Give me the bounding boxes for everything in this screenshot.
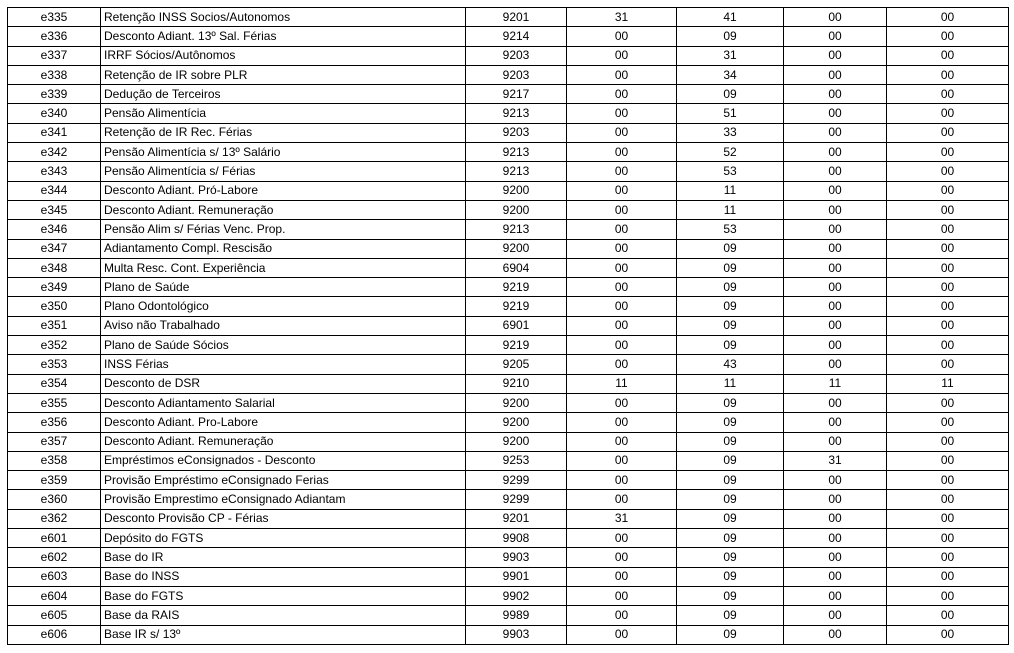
table-row bbox=[8, 316, 1009, 335]
account-cell: 9299 bbox=[466, 471, 567, 490]
table-row bbox=[8, 143, 1009, 162]
col-b-cell: 09 bbox=[677, 239, 784, 258]
col-c-cell: 00 bbox=[784, 143, 887, 162]
description-cell: Pensão Alim s/ Férias Venc. Prop. bbox=[101, 220, 466, 239]
rubric-table bbox=[7, 7, 1009, 645]
col-c-cell: 00 bbox=[784, 297, 887, 316]
col-a-cell: 00 bbox=[567, 586, 677, 605]
col-c-cell: 00 bbox=[784, 606, 887, 625]
code-cell: e362 bbox=[8, 509, 101, 528]
table-row bbox=[8, 413, 1009, 432]
col-d-cell: 00 bbox=[887, 104, 1009, 123]
col-c-cell: 00 bbox=[784, 200, 887, 219]
col-a-cell: 00 bbox=[567, 65, 677, 84]
col-a-cell: 00 bbox=[567, 548, 677, 567]
col-d-cell: 00 bbox=[887, 490, 1009, 509]
code-cell: e353 bbox=[8, 355, 101, 374]
col-d-cell: 00 bbox=[887, 65, 1009, 84]
table-row bbox=[8, 46, 1009, 65]
col-c-cell: 00 bbox=[784, 548, 887, 567]
code-cell: e345 bbox=[8, 200, 101, 219]
description-cell: Retenção de IR sobre PLR bbox=[101, 65, 466, 84]
col-d-cell: 00 bbox=[887, 529, 1009, 548]
col-c-cell: 00 bbox=[784, 104, 887, 123]
code-cell: e348 bbox=[8, 258, 101, 277]
table-row bbox=[8, 181, 1009, 200]
code-cell: e339 bbox=[8, 85, 101, 104]
col-b-cell: 09 bbox=[677, 451, 784, 470]
account-cell: 9200 bbox=[466, 393, 567, 412]
code-cell: e335 bbox=[8, 8, 101, 27]
account-cell: 6904 bbox=[466, 258, 567, 277]
col-d-cell: 00 bbox=[887, 625, 1009, 644]
table-row bbox=[8, 162, 1009, 181]
col-c-cell: 00 bbox=[784, 490, 887, 509]
col-c-cell: 00 bbox=[784, 567, 887, 586]
account-cell: 9201 bbox=[466, 509, 567, 528]
col-b-cell: 09 bbox=[677, 316, 784, 335]
col-a-cell: 00 bbox=[567, 162, 677, 181]
table-row bbox=[8, 336, 1009, 355]
description-cell: Dedução de Terceiros bbox=[101, 85, 466, 104]
account-cell: 6901 bbox=[466, 316, 567, 335]
table-row bbox=[8, 355, 1009, 374]
col-b-cell: 34 bbox=[677, 65, 784, 84]
account-cell: 9210 bbox=[466, 374, 567, 393]
description-cell: Pensão Alimentícia s/ Férias bbox=[101, 162, 466, 181]
col-c-cell: 00 bbox=[784, 220, 887, 239]
account-cell: 9903 bbox=[466, 625, 567, 644]
col-a-cell: 00 bbox=[567, 471, 677, 490]
table-row bbox=[8, 471, 1009, 490]
description-cell: Provisão Emprestimo eConsignado Adiantam bbox=[101, 490, 466, 509]
code-cell: e355 bbox=[8, 393, 101, 412]
code-cell: e604 bbox=[8, 586, 101, 605]
table-body bbox=[8, 8, 1009, 645]
code-cell: e344 bbox=[8, 181, 101, 200]
account-cell: 9200 bbox=[466, 200, 567, 219]
col-b-cell: 09 bbox=[677, 529, 784, 548]
col-d-cell: 00 bbox=[887, 413, 1009, 432]
description-cell: Pensão Alimentícia bbox=[101, 104, 466, 123]
col-b-cell: 09 bbox=[677, 509, 784, 528]
code-cell: e336 bbox=[8, 27, 101, 46]
col-c-cell: 00 bbox=[784, 46, 887, 65]
description-cell: Desconto Adiant. Remuneração bbox=[101, 432, 466, 451]
col-d-cell: 00 bbox=[887, 162, 1009, 181]
col-d-cell: 00 bbox=[887, 548, 1009, 567]
code-cell: e342 bbox=[8, 143, 101, 162]
account-cell: 9901 bbox=[466, 567, 567, 586]
description-cell: Desconto Provisão CP - Férias bbox=[101, 509, 466, 528]
col-b-cell: 09 bbox=[677, 432, 784, 451]
col-c-cell: 00 bbox=[784, 123, 887, 142]
account-cell: 9200 bbox=[466, 239, 567, 258]
col-d-cell: 00 bbox=[887, 586, 1009, 605]
description-cell: Empréstimos eConsignados - Desconto bbox=[101, 451, 466, 470]
col-a-cell: 00 bbox=[567, 85, 677, 104]
account-cell: 9214 bbox=[466, 27, 567, 46]
description-cell: Adiantamento Compl. Rescisão bbox=[101, 239, 466, 258]
code-cell: e356 bbox=[8, 413, 101, 432]
col-b-cell: 09 bbox=[677, 393, 784, 412]
account-cell: 9200 bbox=[466, 181, 567, 200]
table-row bbox=[8, 509, 1009, 528]
code-cell: e347 bbox=[8, 239, 101, 258]
col-a-cell: 00 bbox=[567, 625, 677, 644]
col-a-cell: 00 bbox=[567, 297, 677, 316]
col-a-cell: 00 bbox=[567, 316, 677, 335]
col-b-cell: 31 bbox=[677, 46, 784, 65]
col-a-cell: 00 bbox=[567, 413, 677, 432]
description-cell: Base do IR bbox=[101, 548, 466, 567]
col-c-cell: 00 bbox=[784, 181, 887, 200]
code-cell: e357 bbox=[8, 432, 101, 451]
col-d-cell: 00 bbox=[887, 181, 1009, 200]
account-cell: 9903 bbox=[466, 548, 567, 567]
code-cell: e338 bbox=[8, 65, 101, 84]
description-cell: Desconto Adiantamento Salarial bbox=[101, 393, 466, 412]
col-b-cell: 09 bbox=[677, 625, 784, 644]
col-a-cell: 00 bbox=[567, 181, 677, 200]
col-c-cell: 00 bbox=[784, 471, 887, 490]
table-row bbox=[8, 567, 1009, 586]
col-a-cell: 00 bbox=[567, 393, 677, 412]
code-cell: e341 bbox=[8, 123, 101, 142]
col-a-cell: 00 bbox=[567, 278, 677, 297]
col-c-cell: 00 bbox=[784, 8, 887, 27]
description-cell: Plano de Saúde bbox=[101, 278, 466, 297]
col-d-cell: 00 bbox=[887, 239, 1009, 258]
col-b-cell: 53 bbox=[677, 220, 784, 239]
col-b-cell: 43 bbox=[677, 355, 784, 374]
table-row bbox=[8, 490, 1009, 509]
code-cell: e601 bbox=[8, 529, 101, 548]
code-cell: e606 bbox=[8, 625, 101, 644]
col-a-cell: 00 bbox=[567, 529, 677, 548]
description-cell: Depósito do FGTS bbox=[101, 529, 466, 548]
account-cell: 9219 bbox=[466, 297, 567, 316]
code-cell: e337 bbox=[8, 46, 101, 65]
col-d-cell: 00 bbox=[887, 46, 1009, 65]
description-cell: IRRF Sócios/Autônomos bbox=[101, 46, 466, 65]
account-cell: 9219 bbox=[466, 278, 567, 297]
code-cell: e350 bbox=[8, 297, 101, 316]
description-cell: Base IR s/ 13º bbox=[101, 625, 466, 644]
account-cell: 9201 bbox=[466, 8, 567, 27]
col-a-cell: 00 bbox=[567, 490, 677, 509]
col-d-cell: 00 bbox=[887, 336, 1009, 355]
col-b-cell: 11 bbox=[677, 200, 784, 219]
table-row bbox=[8, 278, 1009, 297]
table-row bbox=[8, 393, 1009, 412]
table-row bbox=[8, 27, 1009, 46]
col-d-cell: 00 bbox=[887, 393, 1009, 412]
col-b-cell: 09 bbox=[677, 413, 784, 432]
description-cell: Base do INSS bbox=[101, 567, 466, 586]
code-cell: e360 bbox=[8, 490, 101, 509]
table-row bbox=[8, 239, 1009, 258]
col-c-cell: 00 bbox=[784, 239, 887, 258]
col-c-cell: 00 bbox=[784, 85, 887, 104]
code-cell: e605 bbox=[8, 606, 101, 625]
account-cell: 9253 bbox=[466, 451, 567, 470]
col-b-cell: 09 bbox=[677, 297, 784, 316]
col-b-cell: 41 bbox=[677, 8, 784, 27]
account-cell: 9299 bbox=[466, 490, 567, 509]
col-c-cell: 00 bbox=[784, 336, 887, 355]
table-row bbox=[8, 374, 1009, 393]
col-b-cell: 33 bbox=[677, 123, 784, 142]
col-a-cell: 00 bbox=[567, 46, 677, 65]
col-a-cell: 00 bbox=[567, 567, 677, 586]
col-c-cell: 00 bbox=[784, 258, 887, 277]
code-cell: e349 bbox=[8, 278, 101, 297]
col-c-cell: 00 bbox=[784, 355, 887, 374]
col-b-cell: 11 bbox=[677, 374, 784, 393]
col-a-cell: 00 bbox=[567, 355, 677, 374]
col-b-cell: 52 bbox=[677, 143, 784, 162]
col-c-cell: 00 bbox=[784, 413, 887, 432]
col-b-cell: 09 bbox=[677, 548, 784, 567]
description-cell: Desconto de DSR bbox=[101, 374, 466, 393]
col-d-cell: 00 bbox=[887, 85, 1009, 104]
code-cell: e602 bbox=[8, 548, 101, 567]
col-c-cell: 00 bbox=[784, 316, 887, 335]
account-cell: 9200 bbox=[466, 413, 567, 432]
col-d-cell: 00 bbox=[887, 606, 1009, 625]
col-c-cell: 00 bbox=[784, 278, 887, 297]
col-c-cell: 00 bbox=[784, 393, 887, 412]
col-c-cell: 31 bbox=[784, 451, 887, 470]
account-cell: 9213 bbox=[466, 143, 567, 162]
col-a-cell: 00 bbox=[567, 606, 677, 625]
col-c-cell: 11 bbox=[784, 374, 887, 393]
code-cell: e343 bbox=[8, 162, 101, 181]
account-cell: 9203 bbox=[466, 46, 567, 65]
col-b-cell: 09 bbox=[677, 336, 784, 355]
description-cell: Desconto Adiant. Pró-Labore bbox=[101, 181, 466, 200]
code-cell: e359 bbox=[8, 471, 101, 490]
account-cell: 9213 bbox=[466, 104, 567, 123]
col-b-cell: 09 bbox=[677, 85, 784, 104]
col-d-cell: 00 bbox=[887, 567, 1009, 586]
account-cell: 9203 bbox=[466, 123, 567, 142]
col-a-cell: 00 bbox=[567, 123, 677, 142]
col-d-cell: 00 bbox=[887, 123, 1009, 142]
account-cell: 9908 bbox=[466, 529, 567, 548]
table-row bbox=[8, 8, 1009, 27]
col-d-cell: 00 bbox=[887, 200, 1009, 219]
col-c-cell: 00 bbox=[784, 432, 887, 451]
code-cell: e340 bbox=[8, 104, 101, 123]
col-d-cell: 00 bbox=[887, 471, 1009, 490]
code-cell: e354 bbox=[8, 374, 101, 393]
description-cell: Multa Resc. Cont. Experiência bbox=[101, 258, 466, 277]
col-d-cell: 00 bbox=[887, 27, 1009, 46]
description-cell: Desconto Adiant. Remuneração bbox=[101, 200, 466, 219]
col-b-cell: 09 bbox=[677, 586, 784, 605]
col-d-cell: 11 bbox=[887, 374, 1009, 393]
table-row bbox=[8, 586, 1009, 605]
table-row bbox=[8, 85, 1009, 104]
rubric-table-container bbox=[7, 7, 1009, 645]
col-d-cell: 00 bbox=[887, 451, 1009, 470]
col-c-cell: 00 bbox=[784, 65, 887, 84]
description-cell: Provisão Empréstimo eConsignado Ferias bbox=[101, 471, 466, 490]
table-row bbox=[8, 200, 1009, 219]
col-a-cell: 31 bbox=[567, 8, 677, 27]
col-c-cell: 00 bbox=[784, 586, 887, 605]
col-d-cell: 00 bbox=[887, 432, 1009, 451]
col-b-cell: 09 bbox=[677, 258, 784, 277]
account-cell: 9203 bbox=[466, 65, 567, 84]
table-row bbox=[8, 529, 1009, 548]
col-b-cell: 09 bbox=[677, 27, 784, 46]
col-a-cell: 00 bbox=[567, 336, 677, 355]
col-a-cell: 31 bbox=[567, 509, 677, 528]
description-cell: INSS Férias bbox=[101, 355, 466, 374]
table-row bbox=[8, 65, 1009, 84]
col-d-cell: 00 bbox=[887, 8, 1009, 27]
description-cell: Pensão Alimentícia s/ 13º Salário bbox=[101, 143, 466, 162]
description-cell: Base da RAIS bbox=[101, 606, 466, 625]
col-c-cell: 00 bbox=[784, 162, 887, 181]
code-cell: e352 bbox=[8, 336, 101, 355]
col-a-cell: 00 bbox=[567, 104, 677, 123]
table-row bbox=[8, 548, 1009, 567]
description-cell: Desconto Adiant. Pro-Labore bbox=[101, 413, 466, 432]
col-a-cell: 00 bbox=[567, 432, 677, 451]
col-b-cell: 09 bbox=[677, 278, 784, 297]
code-cell: e351 bbox=[8, 316, 101, 335]
table-row bbox=[8, 432, 1009, 451]
col-a-cell: 00 bbox=[567, 143, 677, 162]
account-cell: 9219 bbox=[466, 336, 567, 355]
code-cell: e603 bbox=[8, 567, 101, 586]
col-d-cell: 00 bbox=[887, 220, 1009, 239]
table-row bbox=[8, 297, 1009, 316]
account-cell: 9213 bbox=[466, 220, 567, 239]
description-cell: Desconto Adiant. 13º Sal. Férias bbox=[101, 27, 466, 46]
col-d-cell: 00 bbox=[887, 297, 1009, 316]
col-c-cell: 00 bbox=[784, 509, 887, 528]
col-d-cell: 00 bbox=[887, 143, 1009, 162]
description-cell: Aviso não Trabalhado bbox=[101, 316, 466, 335]
description-cell: Plano de Saúde Sócios bbox=[101, 336, 466, 355]
col-a-cell: 00 bbox=[567, 258, 677, 277]
description-cell: Retenção de IR Rec. Férias bbox=[101, 123, 466, 142]
col-b-cell: 09 bbox=[677, 606, 784, 625]
col-d-cell: 00 bbox=[887, 355, 1009, 374]
table-row bbox=[8, 625, 1009, 644]
table-row bbox=[8, 123, 1009, 142]
col-b-cell: 09 bbox=[677, 567, 784, 586]
table-row bbox=[8, 104, 1009, 123]
col-a-cell: 00 bbox=[567, 200, 677, 219]
col-a-cell: 00 bbox=[567, 451, 677, 470]
col-d-cell: 00 bbox=[887, 509, 1009, 528]
col-a-cell: 11 bbox=[567, 374, 677, 393]
col-c-cell: 00 bbox=[784, 529, 887, 548]
description-cell: Plano Odontológico bbox=[101, 297, 466, 316]
code-cell: e346 bbox=[8, 220, 101, 239]
table-row bbox=[8, 451, 1009, 470]
col-a-cell: 00 bbox=[567, 220, 677, 239]
col-a-cell: 00 bbox=[567, 27, 677, 46]
description-cell: Base do FGTS bbox=[101, 586, 466, 605]
col-c-cell: 00 bbox=[784, 27, 887, 46]
col-b-cell: 53 bbox=[677, 162, 784, 181]
col-a-cell: 00 bbox=[567, 239, 677, 258]
col-b-cell: 11 bbox=[677, 181, 784, 200]
col-b-cell: 09 bbox=[677, 490, 784, 509]
account-cell: 9200 bbox=[466, 432, 567, 451]
col-b-cell: 51 bbox=[677, 104, 784, 123]
col-c-cell: 00 bbox=[784, 625, 887, 644]
table-row bbox=[8, 220, 1009, 239]
table-row bbox=[8, 258, 1009, 277]
account-cell: 9205 bbox=[466, 355, 567, 374]
account-cell: 9902 bbox=[466, 586, 567, 605]
col-d-cell: 00 bbox=[887, 316, 1009, 335]
account-cell: 9213 bbox=[466, 162, 567, 181]
account-cell: 9217 bbox=[466, 85, 567, 104]
col-d-cell: 00 bbox=[887, 258, 1009, 277]
table-row bbox=[8, 606, 1009, 625]
col-b-cell: 09 bbox=[677, 471, 784, 490]
code-cell: e358 bbox=[8, 451, 101, 470]
col-d-cell: 00 bbox=[887, 278, 1009, 297]
account-cell: 9989 bbox=[466, 606, 567, 625]
description-cell: Retenção INSS Socios/Autonomos bbox=[101, 8, 466, 27]
